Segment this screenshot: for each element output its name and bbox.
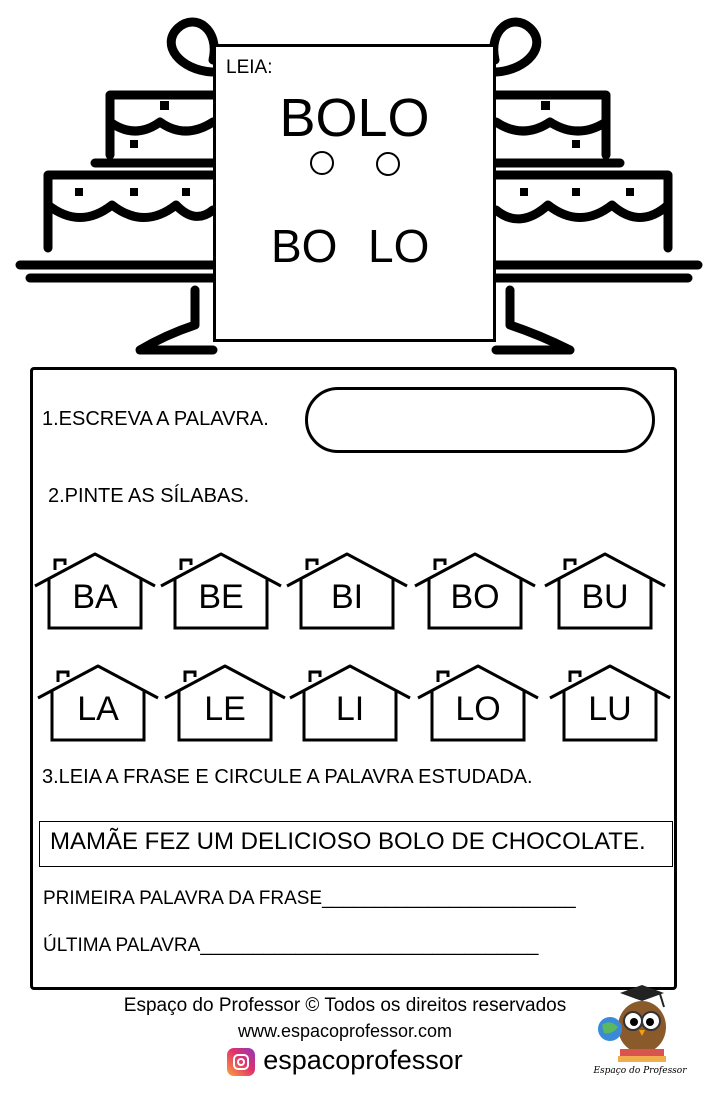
logo-text: Espaço do Professor (593, 1066, 687, 1076)
syllable-house-lo[interactable] (416, 662, 540, 742)
syllable-house-bo[interactable] (413, 550, 537, 630)
question-3: 3.LEIA A FRASE E CIRCULE A PALAVRA ESTUDADA. (42, 766, 533, 788)
syllable-house-la[interactable] (36, 662, 160, 742)
card-label: LEIA: (226, 57, 273, 78)
syllable-circle-2 (376, 152, 400, 176)
card-syllable-2: LO (368, 220, 430, 272)
syllable-house-lu[interactable] (548, 662, 672, 742)
card-syllable-1: BO (271, 220, 338, 272)
syllable-house-le[interactable] (163, 662, 287, 742)
last-word-line[interactable]: ÚLTIMA PALAVRA________________________________ (43, 935, 539, 956)
syllable-house-ba[interactable] (33, 550, 157, 630)
instagram-icon (227, 1048, 255, 1076)
question-1: 1.ESCREVA A PALAVRA. (42, 408, 269, 430)
sentence-box[interactable]: MAMÃE FEZ UM DELICIOSO BOLO DE CHOCOLATE. (39, 821, 673, 867)
write-word-box[interactable] (305, 387, 655, 453)
card-word: BOLO (279, 88, 430, 148)
syllable-house-li[interactable] (288, 662, 412, 742)
syllable-house-be[interactable] (159, 550, 283, 630)
syllable-label: BU (581, 578, 629, 616)
question-2: 2.PINTE AS SÍLABAS. (48, 485, 250, 507)
exercise-panel (30, 367, 677, 990)
syllable-label: BI (330, 578, 364, 616)
syllable-house-bi[interactable] (285, 550, 409, 630)
footer-website[interactable]: www.espacoprofessor.com (237, 1021, 453, 1041)
syllable-label: LO (455, 690, 501, 728)
syllable-label: BE (198, 578, 244, 616)
syllable-label: LU (588, 690, 632, 728)
reading-card (213, 44, 496, 342)
owl-logo-icon (590, 985, 690, 1077)
syllable-label: BO (450, 578, 500, 616)
instagram-handle: espacoprofessor (263, 1045, 463, 1075)
syllable-label: LE (204, 690, 246, 728)
syllable-label: BA (72, 578, 118, 616)
footer-copyright: Espaço do Professor © Todos os direitos reservados (123, 995, 567, 1016)
syllable-label: LA (77, 690, 119, 728)
syllable-circle-1 (310, 151, 334, 175)
syllable-label: LI (335, 690, 365, 728)
syllable-house-bu[interactable] (543, 550, 667, 630)
footer-instagram[interactable] (0, 1045, 690, 1076)
first-word-line[interactable]: PRIMEIRA PALAVRA DA FRASE________________________ (43, 888, 576, 909)
